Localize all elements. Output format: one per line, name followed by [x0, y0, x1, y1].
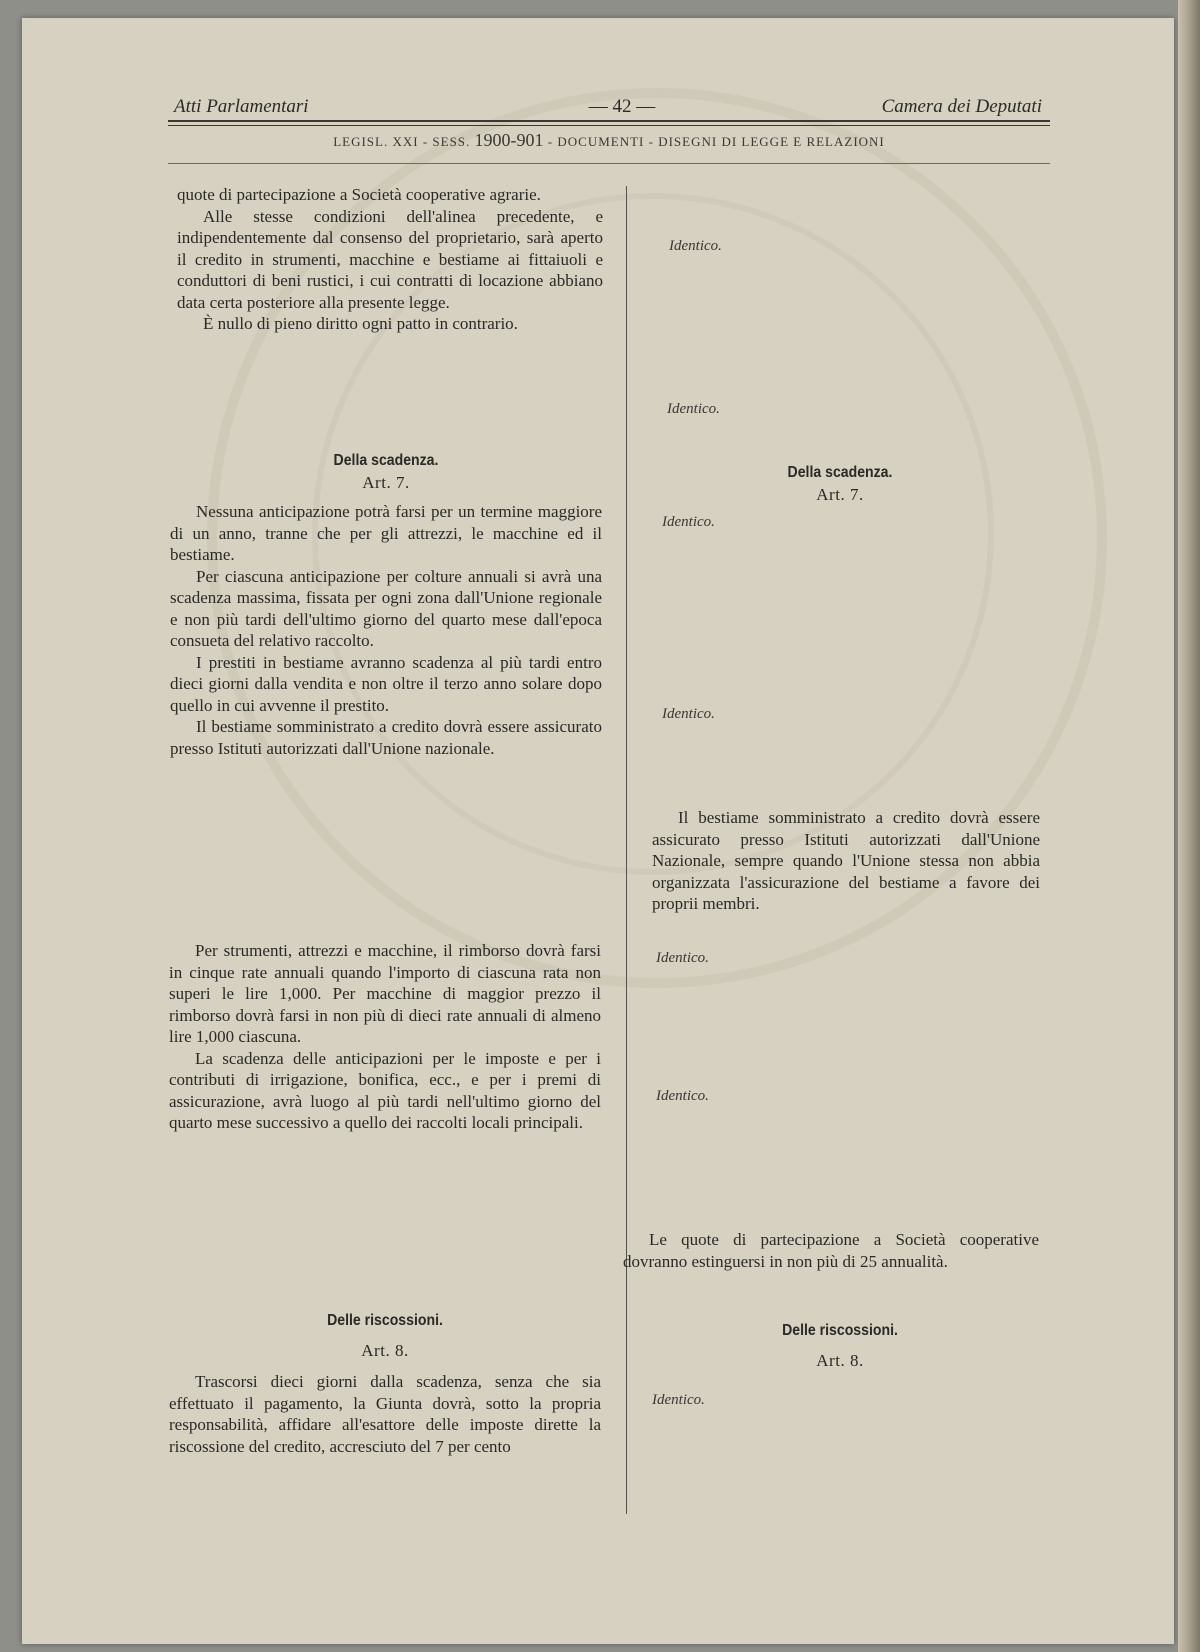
sub-header-years: 1900-901 [474, 130, 544, 150]
column-divider [626, 186, 627, 1514]
section-heading: Delle riscossioni. [327, 1312, 443, 1329]
header-rule-thin [168, 125, 1050, 126]
article-number: Art. 7. [362, 472, 410, 492]
left-paragraph: Per ciascuna anticipazione per colture annuali si avrà una scadenza massima, fissata per ogni zona dall'Unione regionale e non più tardi dell'ultimo giorno del quarto mese dall'epoca consueta del relativo raccolto. [170, 566, 602, 650]
left-paragraph: Il bestiame somministrato a credito dovrà essere assicurato presso Istituti autorizzati dall'Unione nazionale. [170, 717, 602, 758]
right-column-heading-1 [700, 462, 980, 505]
identico-note: Identico. [656, 1088, 709, 1104]
section-heading: Della scadenza. [787, 464, 893, 481]
right-column-block-2 [623, 1229, 1039, 1272]
article-number: Art. 8. [816, 1350, 864, 1370]
right-column-heading-2 [700, 1320, 980, 1371]
left-paragraph: Trascorsi dieci giorni dalla scadenza, senza che sia effettuato il pagamento, la Giunta dovrà, sotto la propria responsabilità, affidare all'esattore delle imposte dirette la riscossione del credito, accresciuto del 7 per cento [169, 1372, 601, 1456]
left-paragraph: quote di partecipazione a Società cooperative agrarie. [177, 185, 541, 204]
page-edge [1178, 0, 1200, 1652]
identico-note: Identico. [662, 514, 715, 530]
sub-header-legislature: LEGISL. XXI - SESS. [333, 134, 471, 149]
identico-note: Identico. [669, 238, 722, 254]
section-heading: Delle riscossioni. [782, 1322, 898, 1339]
sub-header-rule [168, 163, 1050, 164]
article-number: Art. 7. [816, 484, 864, 504]
header-rule [168, 120, 1050, 122]
left-paragraph: Alle stesse condizioni dell'alinea precedente, e indipendentemente dal consenso del proprietario, sarà aperto il credito in strumenti, macchine e bestiame ai fittaiuoli e conduttori di beni rustici, i cui contratti di locazione abbiano data certa posteriore alla presente legge. [177, 206, 603, 312]
identico-note: Identico. [667, 401, 720, 417]
article-number: Art. 8. [361, 1340, 409, 1360]
page-header [162, 84, 1052, 117]
right-paragraph: Il bestiame somministrato a credito dovrà essere assicurato presso Istituti autorizzati dall'Unione Nazionale, sempre quando l'Unione stessa non abbia organizzata l'assicurazione del bestiame a favore dei proprii membri. [652, 808, 1040, 913]
left-paragraph: Nessuna anticipazione potrà farsi per un termine maggiore di un anno, tranne che per gli attrezzi, le macchine ed il bestiame. [170, 502, 602, 564]
page-number: — 42 — [588, 96, 656, 117]
header-right: Camera dei Deputati [881, 96, 1042, 117]
left-column-block-4 [169, 1310, 601, 1457]
sub-header [168, 130, 1050, 151]
left-column-block-1 [177, 184, 603, 335]
left-column-block-2 [170, 450, 602, 759]
left-paragraph: La scadenza delle anticipazioni per le imposte e per i contributi di irrigazione, bonifica, ecc., e per i premi di assicurazione, avrà luogo al più tardi nell'ultimo giorno del quarto mese successivo a quello dei raccolti locali principali. [169, 1048, 601, 1132]
sub-header-section: - DOCUMENTI - DISEGNI DI LEGGE E RELAZIONI [547, 134, 885, 149]
identico-note: Identico. [656, 950, 709, 966]
identico-note: Identico. [652, 1392, 705, 1408]
right-column-block-1 [652, 807, 1040, 915]
left-paragraph: Per strumenti, attrezzi e macchine, il rimborso dovrà farsi in cinque rate annuali quando l'importo di ciascuna rata non superi le lire 1,000. Per macchine di maggior prezzo il rimborso dovrà farsi in non più di dieci rate annuali di almeno lire 1,000 ciascuna. [169, 941, 601, 1046]
left-paragraph: È nullo di pieno diritto ogni patto in contrario. [203, 314, 518, 333]
right-paragraph: Le quote di partecipazione a Società cooperative dovranno estinguersi in non più di 25 annualità. [623, 1230, 1039, 1271]
left-column-block-3 [169, 940, 601, 1134]
identico-note: Identico. [662, 706, 715, 722]
section-heading: Della scadenza. [333, 452, 439, 469]
header-left: Atti Parlamentari [174, 96, 309, 117]
left-paragraph: I prestiti in bestiame avranno scadenza al più tardi entro dieci giorni dalla vendita e non oltre il terzo anno solare dopo quello in cui avvenne il prestito. [170, 652, 602, 715]
